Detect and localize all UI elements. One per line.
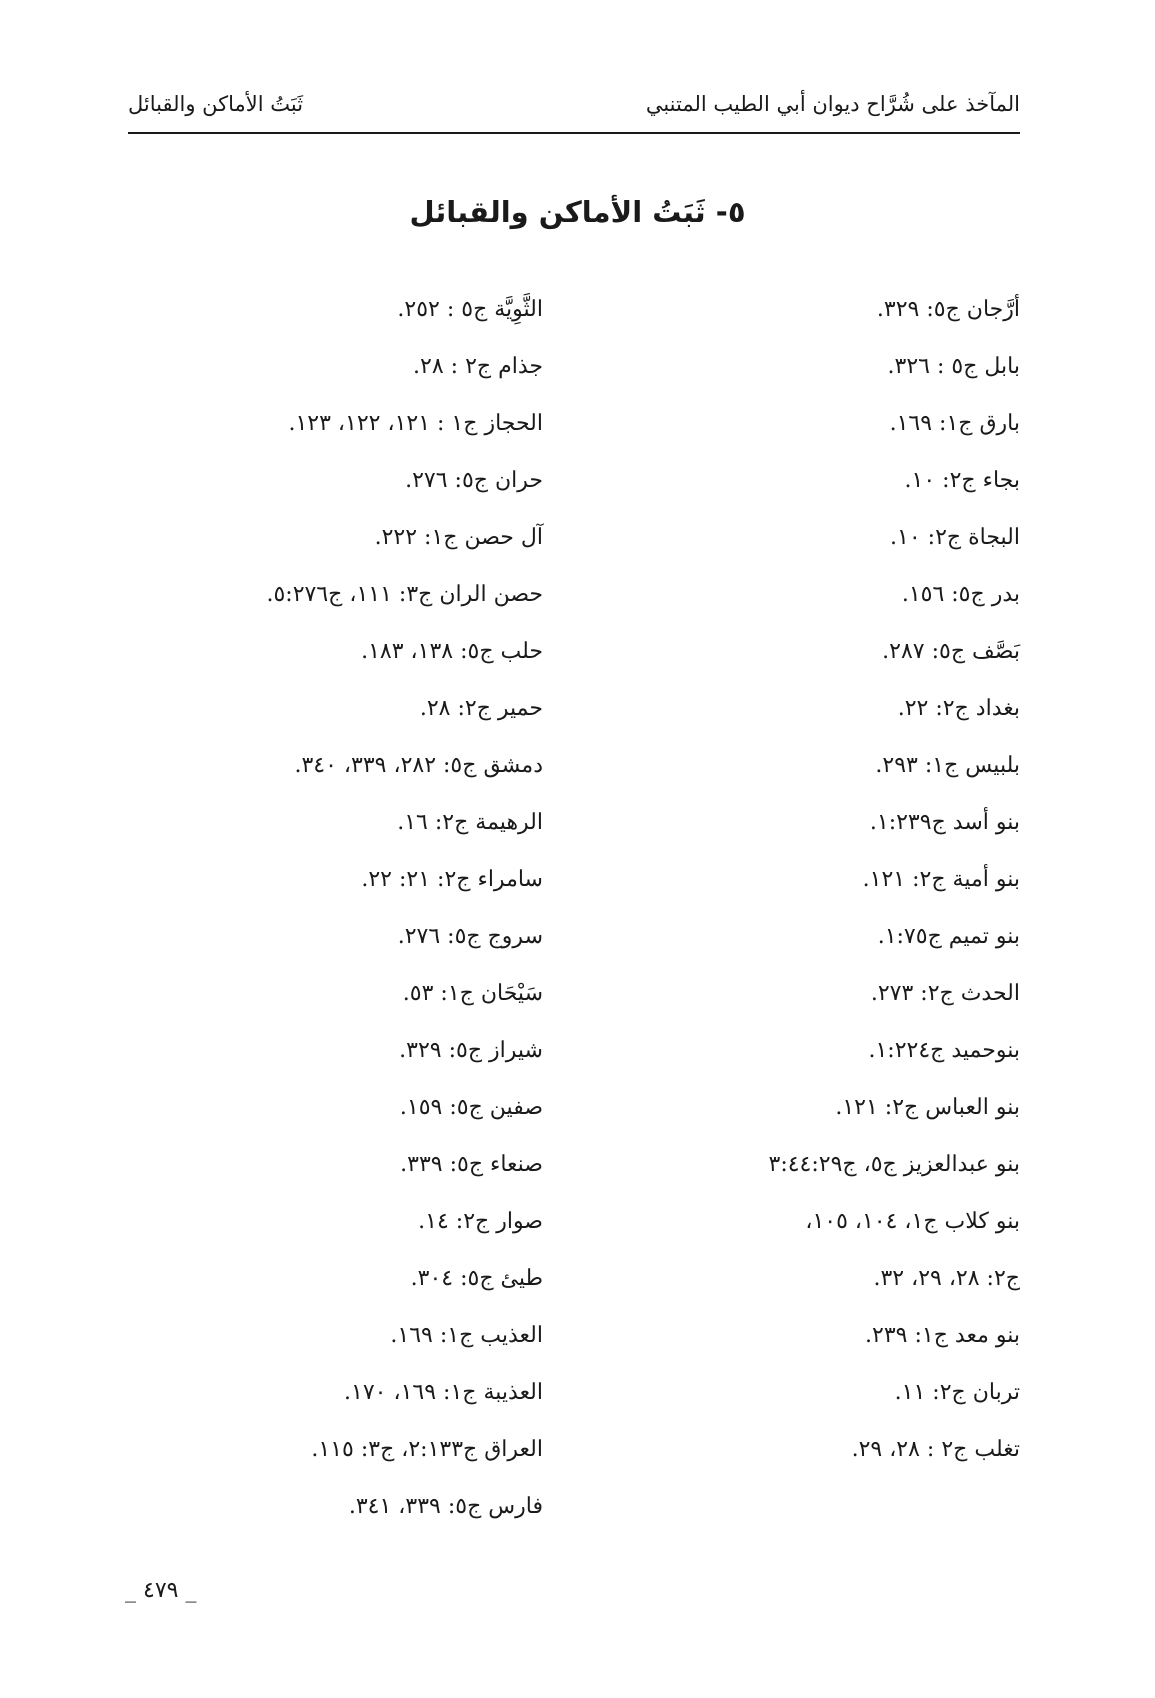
index-entry: الرهيمة ج٢: ١٦. bbox=[397, 810, 543, 835]
index-entry: سَيْحَان ج١: ٥٣. bbox=[402, 981, 543, 1006]
index-entry: العذيب ج١: ١٦٩. bbox=[390, 1323, 543, 1348]
index-entry: بنوحميد ج١:٢٢٤. bbox=[868, 1038, 1020, 1063]
index-column-left bbox=[113, 290, 543, 1544]
index-entry: بارق ج١: ١٦٩. bbox=[889, 411, 1020, 436]
index-entry: الحجاز ج١ : ١٢١، ١٢٢، ١٢٣. bbox=[288, 411, 543, 436]
index-entry: صوار ج٢: ١٤. bbox=[418, 1209, 543, 1234]
index-entry: طيئ ج٥: ٣٠٤. bbox=[410, 1266, 543, 1291]
running-header bbox=[128, 88, 1020, 134]
index-entry: بنو كلاب ج١، ١٠٤، ١٠٥، bbox=[805, 1209, 1020, 1234]
index-entry: صفين ج٥: ١٥٩. bbox=[399, 1095, 543, 1120]
index-entry: حران ج٥: ٢٧٦. bbox=[405, 468, 543, 493]
index-entry: بنو عبدالعزيز ج٥، ج٣:٤٤:٢٩ bbox=[768, 1152, 1020, 1177]
index-entry: بنو معد ج١: ٢٣٩. bbox=[865, 1323, 1020, 1348]
index-entry: صنعاء ج٥: ٣٣٩. bbox=[400, 1152, 543, 1177]
index-entry: سروج ج٥: ٢٧٦. bbox=[397, 924, 543, 949]
index-entry: جذام ج٢ : ٢٨. bbox=[413, 354, 543, 379]
index-column-right bbox=[600, 290, 1020, 1487]
index-entry: أرَّجان ج٥: ٣٢٩. bbox=[876, 297, 1020, 322]
index-entry: دمشق ج٥: ٢٨٢، ٣٣٩، ٣٤٠. bbox=[294, 753, 543, 778]
index-entry: بدر ج٥: ١٥٦. bbox=[901, 582, 1020, 607]
index-entry: حصن الران ج٣: ١١١، ج٥:٢٧٦. bbox=[266, 582, 543, 607]
index-entry: بنو أسد ج١:٢٣٩. bbox=[869, 810, 1020, 835]
index-entry: شيراز ج٥: ٣٢٩. bbox=[399, 1038, 543, 1063]
index-entry: بَصَّف ج٥: ٢٨٧. bbox=[882, 639, 1020, 664]
index-entry: الحدث ج٢: ٢٧٣. bbox=[870, 981, 1020, 1006]
index-entry: العذيبة ج١: ١٦٩، ١٧٠. bbox=[344, 1380, 543, 1405]
index-entry: بنو أمية ج٢: ١٢١. bbox=[862, 867, 1020, 892]
index-entry: ج٢: ٢٨، ٢٩، ٣٢. bbox=[873, 1266, 1020, 1291]
index-entry: الثَّوِيَّة ج٥ : ٢٥٢. bbox=[397, 297, 543, 322]
book-title: المآخذ على شُرَّاح ديوان أبي الطيب المتنبي bbox=[645, 92, 1020, 116]
page-number: _ ٤٧٩ _ bbox=[125, 1578, 197, 1603]
index-entry: بغداد ج٢: ٢٢. bbox=[897, 696, 1020, 721]
index-entry: بنو تميم ج١:٧٥. bbox=[877, 924, 1020, 949]
index-entry: تغلب ج٢ : ٢٨، ٢٩. bbox=[851, 1437, 1020, 1462]
index-entry: بجاء ج٢: ١٠. bbox=[904, 468, 1020, 493]
index-entry: حمير ج٢: ٢٨. bbox=[419, 696, 543, 721]
section-title: ثَبَتُ الأماكن والقبائل bbox=[128, 92, 304, 116]
index-entry: سامراء ج٢: ٢١: ٢٢. bbox=[361, 867, 543, 892]
index-entry: آل حصن ج١: ٢٢٢. bbox=[374, 525, 543, 550]
index-entry: بابل ج٥ : ٣٢٦. bbox=[887, 354, 1020, 379]
index-entry: العراق ج٢:١٣٣، ج٣: ١١٥. bbox=[311, 1437, 543, 1462]
page-heading: ٥- ثَبَتُ الأماكن والقبائل bbox=[409, 195, 746, 229]
index-entry: فارس ج٥: ٣٣٩، ٣٤١. bbox=[348, 1494, 543, 1519]
index-entry: بلبيس ج١: ٢٩٣. bbox=[875, 753, 1020, 778]
index-entry: حلب ج٥: ١٣٨، ١٨٣. bbox=[361, 639, 543, 664]
index-entry: بنو العباس ج٢: ١٢١. bbox=[835, 1095, 1020, 1120]
index-entry: البجاة ج٢: ١٠. bbox=[890, 525, 1020, 550]
index-entry: تربان ج٢: ١١. bbox=[894, 1380, 1020, 1405]
